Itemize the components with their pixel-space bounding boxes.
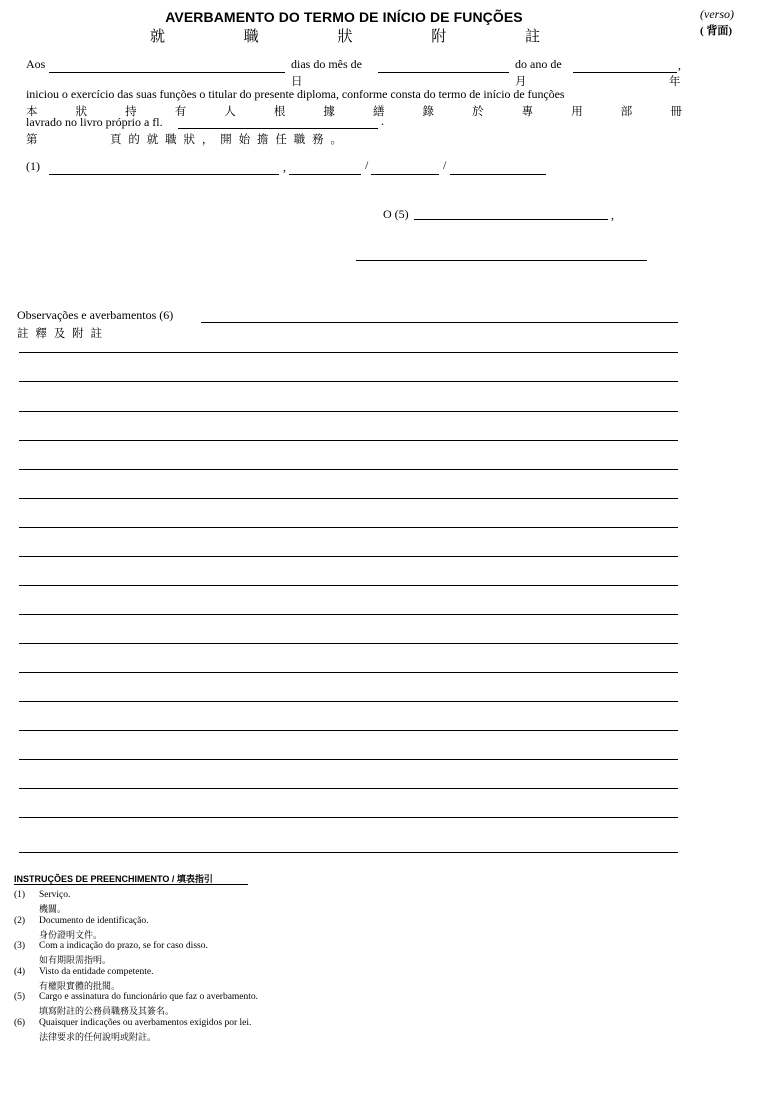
instruction-text: Documento de identificação.: [39, 915, 149, 926]
year-label-zh: 年: [669, 76, 681, 88]
instruction-text-zh: 有權限實體的批閱。: [39, 980, 121, 991]
instruction-text-zh: 身份證明文件。: [39, 929, 103, 940]
observation-line[interactable]: [19, 556, 678, 557]
observation-line[interactable]: [19, 469, 678, 470]
month-label: dias do mês de: [291, 57, 362, 71]
lavrado-text: lavrado no livro próprio a fl.: [26, 115, 163, 129]
instruction-number: (2): [14, 915, 26, 926]
o5-comma: ,: [611, 208, 614, 222]
instruction-text: Quaisquer indicações ou averbamentos exigidos por lei.: [39, 1017, 252, 1028]
observation-line[interactable]: [19, 817, 678, 818]
day-field[interactable]: [49, 72, 285, 73]
month-label-zh: 月: [515, 76, 527, 88]
observation-line[interactable]: [19, 643, 678, 644]
aos-label: Aos: [26, 57, 46, 71]
slash-2: /: [443, 158, 447, 172]
date-comma: ,: [678, 58, 681, 72]
observation-line[interactable]: [19, 411, 678, 412]
ref-1-label: (1): [26, 159, 40, 173]
year-field[interactable]: [573, 72, 677, 73]
observation-line[interactable]: [19, 672, 678, 673]
instruction-number: (5): [14, 992, 26, 1002]
instruction-number: (1): [14, 890, 26, 900]
instruction-number: (6): [14, 1017, 26, 1028]
observation-line[interactable]: [19, 527, 678, 528]
month-field[interactable]: [378, 72, 509, 73]
iniciou-text-zh: 本 狀 持 有 人 根 據 繕 錄 於 專 用 部 冊: [26, 106, 682, 118]
officer-field[interactable]: [414, 219, 608, 220]
observation-line[interactable]: [19, 440, 678, 441]
instruction-text-zh: 填寫附註的公務員職務及其簽名。: [39, 1006, 175, 1016]
document-title-zh: 就 職 狀 附 註: [150, 29, 540, 45]
instruction-text: Com a indicação do prazo, se for caso disso.: [39, 941, 208, 951]
observation-line[interactable]: [19, 381, 678, 382]
instruction-text: Cargo e assinatura do funcionário que faz o averbamento.: [39, 992, 259, 1002]
folio-field[interactable]: [178, 128, 378, 129]
lavrado-text-zh-b: 頁 的 就 職 狀 ， 開 始 擔 任 職 務 。: [110, 134, 344, 146]
instruction-text-zh: 如有期限需指明。: [39, 955, 112, 965]
observations-label: Observações e averbamentos (6): [17, 308, 174, 322]
instruction-text-zh: 機關。: [39, 904, 67, 914]
observation-line[interactable]: [19, 614, 678, 615]
year-label: do ano de: [515, 57, 562, 71]
date-year-field[interactable]: [450, 174, 546, 175]
date-month-field[interactable]: [371, 174, 439, 175]
observation-line[interactable]: [19, 498, 678, 499]
observation-line[interactable]: [19, 852, 678, 853]
instructions-title: INSTRUÇÕES DE PREENCHIMENTO / 填表指引: [14, 874, 213, 884]
observation-line[interactable]: [19, 730, 678, 731]
observation-line[interactable]: [19, 585, 678, 586]
observations-label-zh: 註 釋 及 附 註: [17, 328, 104, 340]
signature-field[interactable]: [356, 260, 647, 261]
verso-label: (verso): [700, 7, 734, 21]
instructions-title-underline: [14, 884, 248, 885]
observation-line[interactable]: [19, 788, 678, 789]
observation-line[interactable]: [19, 352, 678, 353]
service-field[interactable]: [49, 174, 279, 175]
observations-first-line[interactable]: [201, 322, 678, 323]
instruction-text: Serviço.: [39, 890, 71, 900]
observation-line[interactable]: [19, 759, 678, 760]
ref-1-comma: ,: [283, 160, 286, 174]
observation-line[interactable]: [19, 701, 678, 702]
iniciou-text: iniciou o exercício das suas funções o titular do presente diploma, conforme consta do termo de início de funções: [26, 87, 565, 101]
verso-label-zh: ( 背面): [700, 25, 733, 37]
document-title: AVERBAMENTO DO TERMO DE INÍCIO DE FUNÇÕES: [165, 9, 523, 25]
lavrado-period: .: [381, 114, 384, 128]
slash-1: /: [365, 158, 369, 172]
instruction-number: (3): [14, 941, 26, 951]
instruction-number: (4): [14, 966, 26, 977]
o5-label: O (5): [383, 207, 409, 221]
instruction-text-zh: 法律要求的任何說明或附註。: [39, 1031, 157, 1042]
lavrado-text-zh-a: 第: [26, 134, 38, 146]
date-day-field[interactable]: [289, 174, 361, 175]
instruction-text: Visto da entidade competente.: [39, 966, 154, 977]
day-label-zh: 日: [291, 76, 303, 88]
